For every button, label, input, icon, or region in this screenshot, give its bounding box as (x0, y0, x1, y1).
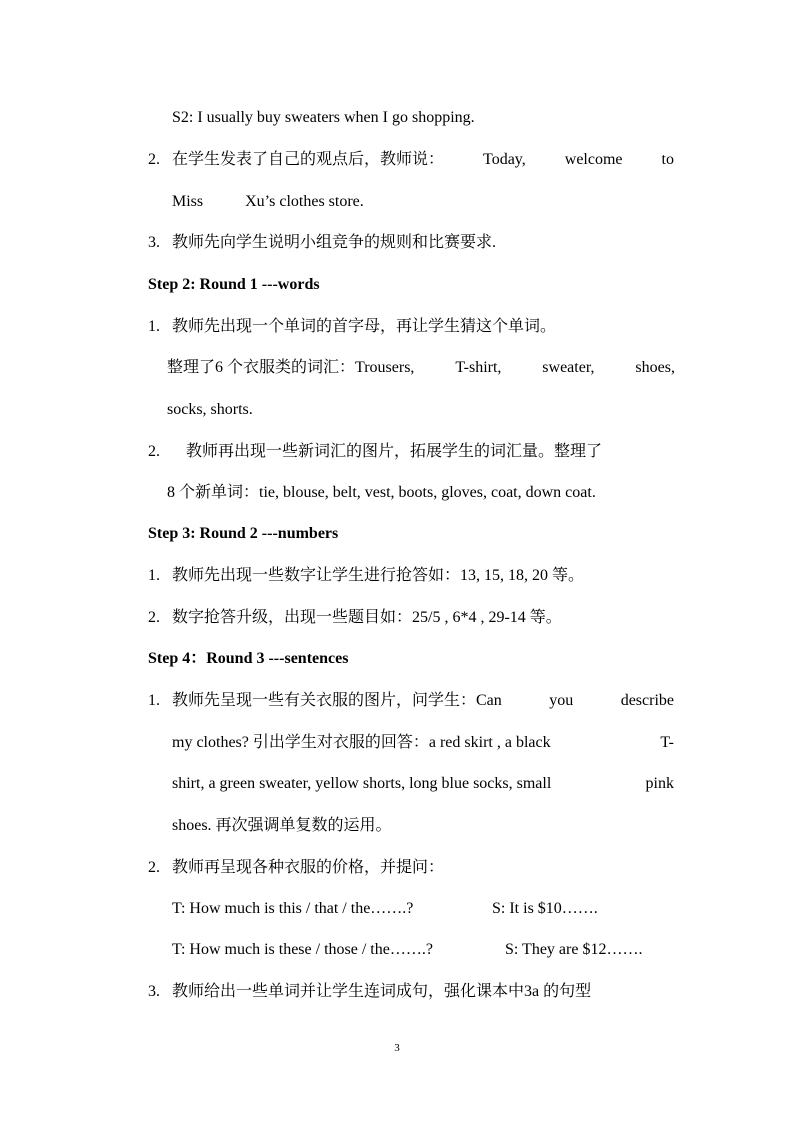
text-segment: welcome (564, 151, 623, 168)
text-line (172, 691, 674, 711)
list-number: 1. (148, 692, 160, 709)
text-line: 数字抢答升级，出现一些题目如：25/5 , 6*4 , 29-14 等。 (172, 609, 562, 626)
text-segment: to (661, 151, 674, 168)
text-line: S: It is $10……. (492, 900, 598, 917)
text-line: S2: I usually buy sweaters when I go shopping. (172, 109, 475, 126)
section-heading: Step 2: Round 1 ---words (148, 276, 320, 293)
list-number: 3. (148, 983, 160, 1000)
text-segment: pink (645, 775, 674, 792)
page-number: 3 (394, 1042, 400, 1054)
text-line (172, 774, 674, 794)
text-line (172, 192, 364, 212)
text-segment: sweater, (542, 359, 595, 376)
text-line: 教师给出一些单词并让学生连词成句，强化课本中3a 的句型 (172, 983, 592, 1000)
text-line: 教师先向学生说明小组竞争的规则和比赛要求. (172, 234, 497, 251)
list-number: 3. (148, 234, 160, 251)
text-segment: Xu’s clothes store. (245, 193, 364, 210)
section-heading: Step 4：Round 3 ---sentences (148, 650, 349, 667)
list-number: 2. (148, 151, 160, 168)
list-number: 2. (148, 859, 160, 876)
text-line: 教师先出现一些数字让学生进行抢答如：13, 15, 18, 20 等。 (172, 567, 585, 584)
text-segment: shoes, (635, 359, 675, 376)
text-segment: you (549, 692, 574, 709)
text-line: T: How much is these / those / the…….? (172, 941, 433, 958)
list-number: 1. (148, 567, 160, 584)
text-segment: T-shirt, (455, 359, 502, 376)
text-line (172, 733, 674, 753)
list-number: 2. (148, 609, 160, 626)
text-line: socks, shorts. (167, 401, 253, 418)
text-line: T: How much is this / that / the…….? (172, 900, 414, 917)
text-segment: 教师先呈现一些有关衣服的图片，问学生：Can (172, 692, 502, 709)
text-line: S: They are $12……. (505, 941, 643, 958)
text-line: 教师再出现一些新词汇的图片，拓展学生的词汇量。整理了 (186, 443, 603, 460)
text-line: 教师先出现一个单词的首字母，再让学生猜这个单词。 (172, 318, 557, 335)
text-segment: 在学生发表了自己的观点后，教师说： (172, 151, 445, 168)
text-line: 教师再呈现各种衣服的价格，并提问： (172, 859, 445, 876)
text-line (167, 358, 675, 378)
text-line (172, 150, 674, 170)
text-segment: T- (660, 734, 674, 751)
section-heading: Step 3: Round 2 ---numbers (148, 525, 339, 542)
text-segment: my clothes? 引出学生对衣服的回答：a red skirt , a black (172, 734, 551, 751)
text-segment: Miss (172, 193, 204, 210)
text-segment: Today, (483, 151, 526, 168)
text-segment: shirt, a green sweater, yellow shorts, long blue socks, small (172, 775, 552, 792)
list-number: 2. (148, 443, 160, 460)
text-line: shoes. 再次强调单复数的运用。 (172, 817, 392, 834)
list-number: 1. (148, 318, 160, 335)
text-segment: 整理了6 个衣服类的词汇：Trousers, (167, 359, 415, 376)
text-line: 8 个新单词：tie, blouse, belt, vest, boots, gloves, coat, down coat. (167, 484, 596, 501)
text-segment: describe (620, 692, 674, 709)
